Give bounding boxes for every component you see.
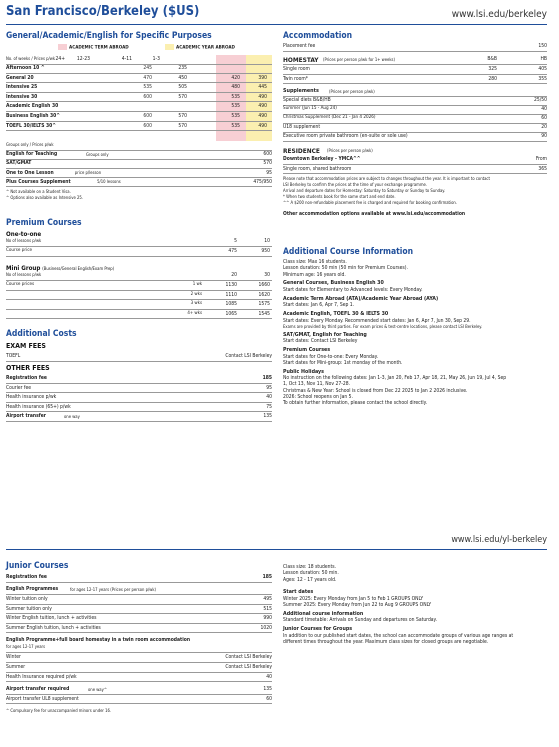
row-note: one way	[64, 413, 80, 419]
junior-url[interactable]: www.lsi.edu/yl-berkeley	[451, 535, 547, 545]
header-url[interactable]: www.lsi.edu/berkeley	[451, 9, 547, 20]
table-cell: 95	[266, 169, 272, 176]
table-cell: General 20	[6, 74, 34, 81]
info-line: 2026: School reopens on Jan 5.	[283, 393, 353, 400]
accom-table	[283, 42, 547, 232]
general-extra-row	[6, 169, 272, 179]
info-line: Summer 2025: Every Monday from Jun 22 to Aug 9 GROUPS ONLY	[283, 602, 432, 609]
info-heading: Start dates	[283, 589, 314, 596]
table-cell: No. of weeks / Prices p/wk	[6, 56, 56, 61]
placement-fee-row	[283, 42, 547, 52]
table-cell: 60	[266, 695, 272, 702]
other-fee-row	[6, 403, 272, 413]
table-cell: 1575	[258, 301, 270, 307]
table-cell: 185	[262, 574, 272, 580]
one-to-one-row	[6, 247, 272, 257]
info-line: Start dates: Contact LSI Berkeley	[283, 338, 358, 345]
mini-group-row	[6, 291, 272, 301]
row-note: Groups only	[86, 151, 109, 157]
general-title: General/Academic/English for Specific Purposes	[6, 31, 212, 41]
row-note: price p/lesson	[74, 170, 102, 176]
table-cell: 490	[258, 122, 267, 129]
general-extra-row	[6, 178, 272, 188]
exam-fees-title: EXAM FEES	[6, 342, 46, 350]
accom-note: * When two students book for the same start and end date.	[283, 193, 396, 199]
homestay-header	[283, 55, 547, 65]
mini-group-header	[6, 271, 272, 281]
table-cell: U18 supplement	[283, 124, 321, 131]
exam-row	[6, 352, 272, 362]
table-cell: 535	[231, 103, 240, 110]
info-line: Christmas & New Year: School is closed from Dec 22 2025 to Jan 2 2026 inclusive.	[283, 387, 468, 394]
table-cell: 475/950	[253, 178, 272, 185]
table-cell: Summer English tuition, lunch + activities	[6, 624, 101, 631]
mini-group-title: Mini Group (Business/General English/Exam Prep)	[6, 265, 115, 272]
supplement-row	[283, 132, 547, 142]
homestay-row	[283, 65, 547, 75]
table-cell: Downtown Berkeley - YMCA^^	[283, 156, 361, 163]
table-cell: 535	[231, 113, 240, 119]
table-cell: Supplements	[283, 88, 319, 95]
table-cell: Academic English 30	[6, 103, 59, 110]
homestay-row	[283, 75, 547, 85]
table-cell: Summer	[6, 664, 26, 670]
table-cell: 1660	[258, 282, 270, 288]
table-cell: 490	[258, 93, 267, 100]
table-cell: Registration fee	[6, 375, 47, 381]
table-cell: 570	[178, 113, 187, 119]
table-cell: 570	[178, 122, 187, 129]
legend-year: ACADEMIC YEAR ABROAD	[165, 44, 235, 51]
table-cell: No of lessons p/wk	[6, 272, 42, 277]
table-cell: 75	[266, 403, 272, 410]
homestay-subtitle: (Prices per person p/wk for 1+ weeks)	[323, 57, 395, 62]
table-cell: 2 wks	[190, 291, 202, 297]
table-cell: 1130	[225, 282, 237, 288]
exam-table	[6, 352, 272, 362]
table-cell: 20	[541, 124, 547, 131]
other-fee-row	[6, 374, 272, 384]
info-line: Start dates: Every Monday. Recommended start dates: Jan 6, Apr 7, Jun 30, Sep 29.	[283, 317, 471, 324]
table-cell: Twin room*	[283, 75, 308, 82]
residence-subtitle: (Prices per person p/wk)	[327, 148, 373, 154]
table-cell: 5	[234, 238, 237, 244]
table-cell: 90	[541, 133, 547, 140]
junior-table	[6, 573, 272, 733]
supplements-subtitle: (Prices per person p/wk)	[329, 88, 375, 94]
table-cell: 135	[263, 413, 272, 420]
table-cell: 535	[231, 122, 240, 129]
table-cell: 405	[538, 66, 547, 72]
table-cell: Courier fee	[6, 384, 32, 391]
junior-airport-row	[6, 685, 272, 695]
one-to-one-header	[6, 237, 272, 247]
info-line: Class size: Max 16 students.	[283, 259, 347, 265]
table-cell: 535	[231, 93, 240, 100]
table-cell: Course price	[6, 248, 33, 253]
accom-note: ^^ A $200 non-refundable placement fee is charged and required for booking confirmation.	[283, 199, 457, 205]
table-cell: HB	[540, 56, 547, 62]
table-cell: 10	[264, 238, 270, 244]
table-cell: 600	[263, 151, 272, 157]
mini-group-table	[6, 271, 272, 321]
table-cell: 475	[228, 248, 237, 254]
mini-group-row	[6, 310, 272, 320]
other-accom-link[interactable]: Other accommodation options available at www.lsi.edu/accommodation	[283, 210, 466, 217]
table-cell: Contact LSI Berkeley	[225, 664, 272, 670]
info-line: Start dates: Jan 6, Apr 7, Sep 1.	[283, 302, 355, 309]
table-cell: 40	[541, 106, 547, 113]
table-cell: Winter	[6, 654, 21, 661]
table-cell: 1 wk	[192, 282, 202, 287]
info-small: Exams are provided by third parties. For exam prices & test-centre locations, please contact LSI Berkeley.	[283, 323, 483, 329]
mini-group-row	[6, 300, 272, 310]
table-cell: 1545	[258, 310, 270, 317]
table-cell: 365	[538, 165, 547, 172]
junior-info	[283, 564, 547, 645]
row-note: one way^	[88, 686, 107, 692]
info-heading: Additional course information	[283, 610, 364, 617]
general-extra	[6, 141, 272, 201]
table-cell: 570	[178, 93, 187, 100]
table-cell: 20	[231, 272, 237, 278]
general-row	[6, 74, 272, 84]
accom-note: Arrival and departure dates for Homestay: Saturday to Saturday or Sunday to Sunday.	[283, 187, 446, 193]
table-cell: 1110	[225, 291, 237, 298]
general-row	[6, 102, 272, 112]
residence-header	[283, 146, 547, 155]
table-cell: Winter English tuition, lunch + activities	[6, 615, 97, 622]
table-cell: Placement fee	[283, 43, 316, 49]
table-cell: Plus Courses Supplement	[6, 178, 71, 185]
table-cell: One to One Lesson	[6, 169, 54, 176]
general-row	[6, 122, 272, 132]
table-cell: Summer (Jun 15 - Aug 24)	[283, 106, 337, 112]
table-cell: Intensive 25	[6, 84, 38, 91]
course-info-body	[283, 259, 547, 406]
table-cell: SAT/GMAT	[6, 160, 32, 167]
table-cell: for ages 12-17 years	[6, 644, 46, 650]
table-cell: 1065	[225, 310, 237, 317]
table-cell: 325	[488, 66, 497, 72]
junior-full-row	[6, 673, 272, 683]
table-cell: 150	[538, 43, 547, 49]
table-cell: Health insurance (65+) p/wk	[6, 403, 71, 410]
info-heading: Premium Courses	[283, 346, 331, 353]
table-cell: 1085	[225, 301, 237, 307]
table-cell: 4-11	[121, 56, 132, 62]
accom-note: Please note that accommodation prices are subject to changes throughout the year. It is important to contact	[283, 175, 490, 181]
table-cell: Groups only / Prices p/wk	[6, 142, 54, 147]
general-extra-row	[6, 150, 272, 160]
info-line: Lesson duration: 50 min (50 min for Premium Courses).	[283, 265, 408, 272]
table-cell: Health insurance p/wk	[6, 394, 57, 401]
general-row	[6, 64, 272, 74]
table-cell: 470	[143, 74, 152, 81]
junior-airport-row	[6, 695, 272, 705]
premium-title: Premium Courses	[6, 218, 82, 228]
one-to-one-table	[6, 237, 272, 259]
other-fee-row	[6, 412, 272, 422]
table-cell: Registration fee	[6, 574, 47, 580]
table-cell: TOEFL	[6, 353, 21, 359]
costs-title: Additional Costs	[6, 329, 77, 339]
table-cell: 60	[541, 115, 547, 122]
junior-note: ^ Compulsory fee for unaccompanied minors under 16.	[6, 708, 112, 714]
junior-title: Junior Courses	[6, 561, 69, 571]
legend-term: ACADEMIC TERM ABROAD	[58, 44, 129, 51]
table-cell: 24+	[55, 56, 65, 62]
info-heading: Academic Term Abroad (ATA)/Academic Year Abroad (AYA)	[283, 295, 439, 302]
info-line: To obtain further information, please contact the school directly.	[283, 400, 428, 407]
other-fees-table	[6, 374, 272, 424]
table-cell: English Programme+full board homestay in a twin room accommodation	[6, 637, 191, 644]
general-note: ^ Options also available as Intensive 25.	[6, 195, 83, 201]
table-cell: Afternoon 10 ^	[6, 65, 45, 71]
other-fees-title: OTHER FEES	[6, 364, 50, 372]
table-cell: 3 wks	[190, 301, 202, 306]
table-cell: 390	[258, 74, 267, 81]
info-line: Start dates for Elementary to Advanced levels: Every Monday.	[283, 286, 423, 293]
info-heading: SAT/GMAT, English for Teaching	[283, 331, 367, 338]
table-cell: 25/50	[534, 97, 547, 104]
table-cell: English Programmes	[6, 586, 59, 592]
table-cell: Contact LSI Berkeley	[225, 353, 272, 359]
table-cell: 570	[263, 160, 272, 167]
general-table	[6, 55, 272, 141]
table-cell: TOEFL 30/IELTS 30^	[6, 122, 57, 129]
junior-prog-row	[6, 595, 272, 605]
other-fee-row	[6, 384, 272, 394]
other-fee-row	[6, 393, 272, 403]
table-cell: 40	[266, 673, 272, 680]
info-line: Minimum age: 16 years old.	[283, 271, 346, 278]
table-cell: RESIDENCE	[283, 147, 320, 156]
table-cell: 515	[263, 605, 272, 612]
table-cell: Winter tuition only	[6, 596, 48, 602]
general-row	[6, 83, 272, 93]
info-line: No instruction on the following dates: Jan 1-3, Jan 20, Feb 17, Apr 18, 21, May 26, Jun 19, Jul 4, Sep	[283, 375, 507, 382]
table-cell: 480	[231, 84, 240, 91]
table-cell: Summer tuition only	[6, 605, 52, 612]
header-divider	[6, 24, 547, 25]
info-heading: Junior Courses for Groups	[283, 626, 353, 633]
info-line: In addition to our published start dates, the school can accommodate groups of various age ranges at	[283, 632, 514, 639]
junior-full-subtitle	[6, 643, 272, 653]
table-cell: 40	[266, 394, 272, 401]
general-note: ^ Not available on a Student Visa.	[6, 189, 71, 195]
table-cell: 600	[143, 93, 152, 100]
table-cell: 490	[258, 113, 267, 119]
info-line: 1, Oct 13, Nov 11, Nov 27-28.	[283, 381, 350, 388]
junior-prog-row	[6, 605, 272, 615]
table-cell: 30	[264, 272, 270, 278]
table-cell: 235	[178, 65, 187, 71]
table-cell: 495	[263, 596, 272, 602]
info-line: different times throughout the year. Maximum class sizes for closed groups are negotiable.	[283, 639, 489, 646]
table-cell: 450	[178, 74, 187, 81]
spacer	[283, 583, 547, 587]
table-cell: Executive room private bathroom (en-suite or sole use)	[283, 133, 408, 140]
info-heading: General Courses, Business English 30	[283, 280, 384, 287]
junior-reg-row	[6, 573, 272, 583]
table-cell: Christmas Supplement (Dec 21 - Jan 4 2026)	[283, 115, 376, 121]
table-cell: Special diets B&B/HB	[283, 97, 331, 104]
table-cell: HOMESTAY	[283, 56, 319, 64]
info-line: Winter 2025: Every Monday from Jan 5 to Feb 1 GROUPS ONLY	[283, 595, 424, 602]
table-cell: Course prices	[6, 282, 35, 287]
table-cell: 445	[258, 84, 267, 91]
table-cell: Business English 30^	[6, 113, 61, 119]
mini-group-row	[6, 281, 272, 291]
one-to-one-title: One-to-one	[6, 231, 42, 238]
junior-divider	[6, 549, 547, 550]
info-heading: Academic English, TOEFL 30 & IELTS 30	[283, 310, 389, 317]
info-line: Start dates for Mini-group: 1st monday of the month.	[283, 359, 403, 366]
table-cell: 95	[266, 384, 272, 391]
table-cell: From	[535, 156, 547, 163]
accom-note: LSI Berkeley to confirm the prices at the time of your exchange programme.	[283, 181, 428, 187]
table-cell: 12-23	[76, 56, 90, 62]
table-cell: 1620	[258, 291, 270, 298]
table-cell: 135	[263, 686, 272, 693]
table-cell: B&B	[487, 56, 497, 62]
junior-prog-header	[6, 585, 272, 595]
general-extra-row	[6, 159, 272, 169]
table-cell: English for Teaching	[6, 151, 58, 157]
residence-row	[283, 165, 547, 175]
junior-full-row	[6, 663, 272, 673]
junior-prog-row	[6, 624, 272, 634]
table-cell: 420	[231, 74, 240, 81]
general-row	[6, 93, 272, 103]
course-info-title: Additional Course Information	[283, 247, 414, 257]
table-cell: 535	[143, 84, 152, 91]
table-cell: 185	[262, 375, 272, 381]
info-line: Ages: 12 - 17 years old.	[283, 576, 337, 583]
table-cell: Airport transfer	[6, 413, 46, 420]
info-line: Class size: 18 students.	[283, 564, 337, 570]
junior-full-row	[6, 653, 272, 663]
junior-prog-subtitle: for ages 12-17 years (Prices per person p/wk)	[70, 586, 157, 592]
table-cell: 1020	[260, 624, 272, 631]
table-cell: 355	[538, 75, 547, 82]
table-cell: 4+ wks	[187, 310, 202, 316]
table-cell: 490	[258, 103, 267, 110]
table-cell: No of lessons p/wk	[6, 238, 42, 243]
info-heading: Public Holidays	[283, 368, 324, 375]
table-cell: 505	[178, 84, 187, 91]
table-cell: Single room, shared bathroom	[283, 165, 352, 172]
table-cell: 990	[263, 615, 272, 622]
row-note: 5/10 lessons	[97, 179, 121, 185]
page-title: San Francisco/Berkeley ($US)	[6, 4, 200, 19]
info-line: Lesson duration: 50 min.	[283, 570, 339, 577]
residence-row	[283, 155, 547, 165]
table-cell: Contact LSI Berkeley	[225, 654, 272, 661]
general-row	[6, 112, 272, 122]
table-cell: 600	[143, 122, 152, 129]
table-cell: Airport transfer UL8 supplement	[6, 695, 79, 702]
table-cell: Airport transfer required	[6, 686, 70, 693]
table-cell: Intensive 30	[6, 93, 38, 100]
info-line: Standard timetable: Arrivals on Sunday and departures on Saturday.	[283, 617, 437, 624]
table-cell: 1-3	[152, 56, 160, 62]
junior-prog-row	[6, 614, 272, 624]
table-cell: 280	[488, 75, 497, 82]
table-cell: 600	[143, 113, 152, 119]
table-cell: Single room	[283, 66, 310, 72]
table-cell: 245	[143, 65, 152, 71]
table-cell: Health Insurance required p/wk	[6, 673, 77, 680]
info-line: Start dates for One-to-one: Every Monday.	[283, 353, 379, 360]
table-cell: 950	[261, 248, 270, 254]
accom-title: Accommodation	[283, 31, 353, 41]
